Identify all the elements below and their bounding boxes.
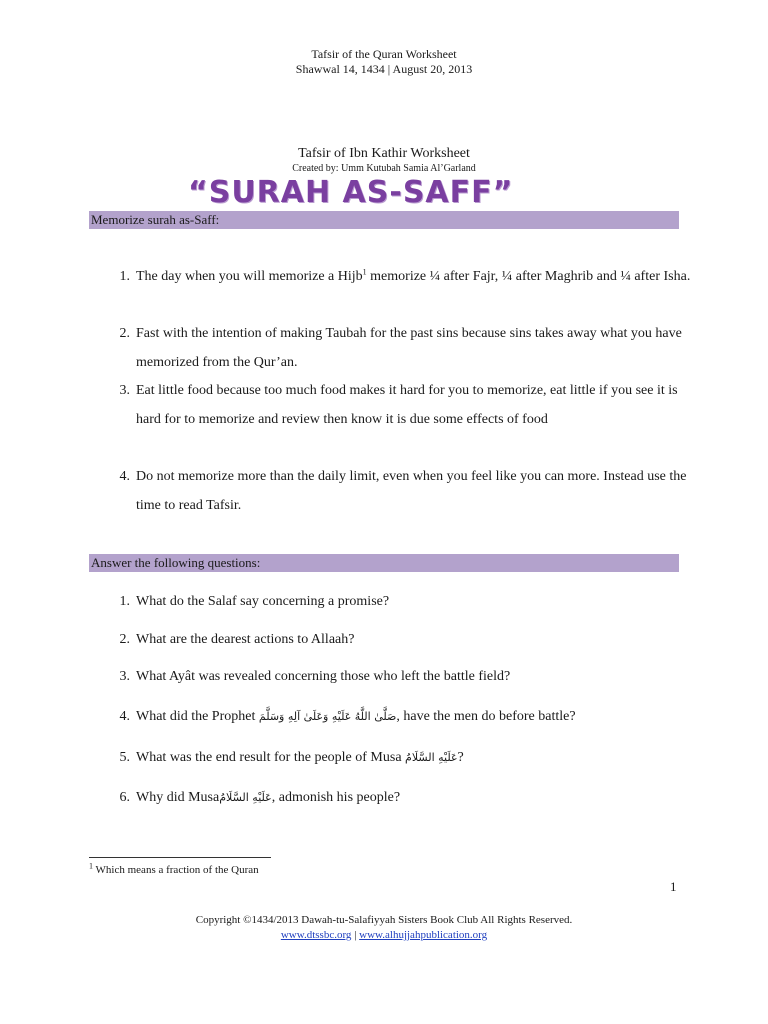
list-text: What Ayât was revealed concerning those who left the battle field? (136, 669, 511, 684)
list-number: 3. (119, 669, 130, 684)
list-number: 5. (119, 750, 130, 765)
list-text: Fast with the intention of making Taubah for the past sins because sins takes away what you have memorized from the Qur’an. (136, 326, 682, 370)
list-text: The day when you will memorize a Hijb$^1$ memorize ¼ after Fajr, ¼ after Maghrib and ¼ after Isha. (136, 267, 691, 284)
list-text: Do not memorize more than the daily limit, even when you feel like you can more. Instead use the time to read Tafsir. (136, 469, 687, 513)
list-text: Eat little food because too much food makes it hard for you to memorize, eat little if you see it is hard for to memorize and review then know it is due some effects of food (136, 383, 678, 427)
link-dtssbc[interactable]: www.dtssbc.org (280, 929, 352, 941)
worksheet-credit: Created by: Umm Kutubah Samia Al’Garland (292, 163, 476, 174)
footnote-marker: 1 (89, 861, 93, 871)
surah-heading: “SURAH AS-SAFF” (188, 175, 514, 210)
list-number: 2. (119, 326, 130, 341)
list-number: 6. (119, 790, 130, 805)
link-alhujjah[interactable]: www.alhujjahpublication.org (359, 929, 488, 941)
footnote: $^1$ Which means a fraction of the Quran (89, 861, 259, 876)
salam-text: عَلَيْهِ السَّلَامُ (219, 791, 272, 804)
copyright-notice: Copyright ©1434/2013 Dawah-tu-Salafiyyah Sisters Book Club All Rights Reserved. (195, 914, 573, 926)
salawat-text: صَلَّىٰ اللَّهُ عَلَيْهِ وَعَلَىٰ آلِهِ وَسَلَّمَ (258, 710, 397, 723)
list-text: What did the Prophet صَلَّىٰ اللَّهُ عَلَيْهِ وَعَلَىٰ آلِهِ وَسَلَّمَ, have the men do before battle? (136, 709, 576, 724)
list-number: 4. (119, 709, 130, 724)
list-number: 4. (119, 469, 130, 484)
footnote-divider (89, 857, 271, 858)
footer-links (0, 929, 768, 942)
page-number: 1 (670, 879, 677, 894)
section-heading-memorize: Memorize surah as-Saff: (89, 211, 679, 229)
list-text: Why did Musaعَلَيْهِ السَّلَامُ, admonish his people? (136, 790, 401, 805)
salam-text: عَلَيْهِ السَّلَامُ (405, 751, 458, 764)
list-text: What was the end result for the people of Musa عَلَيْهِ السَّلَامُ? (136, 750, 464, 765)
list-number: 1. (119, 269, 130, 284)
header-date: Shawwal 14, 1434 | August 20, 2013 (295, 62, 473, 76)
list-number: 3. (119, 383, 130, 398)
footnote-ref[interactable]: 1 (362, 267, 367, 277)
worksheet-title: Tafsir of Ibn Kathir Worksheet (298, 146, 470, 161)
section-heading-questions: Answer the following questions: (89, 554, 679, 572)
list-text: What are the dearest actions to Allaah? (136, 632, 355, 647)
header-title: Tafsir of the Quran Worksheet (311, 47, 457, 61)
link-separator: | (351, 929, 360, 941)
list-text: What do the Salaf say concerning a promise? (136, 594, 390, 609)
list-number: 2. (119, 632, 130, 647)
list-number: 1. (119, 594, 130, 609)
